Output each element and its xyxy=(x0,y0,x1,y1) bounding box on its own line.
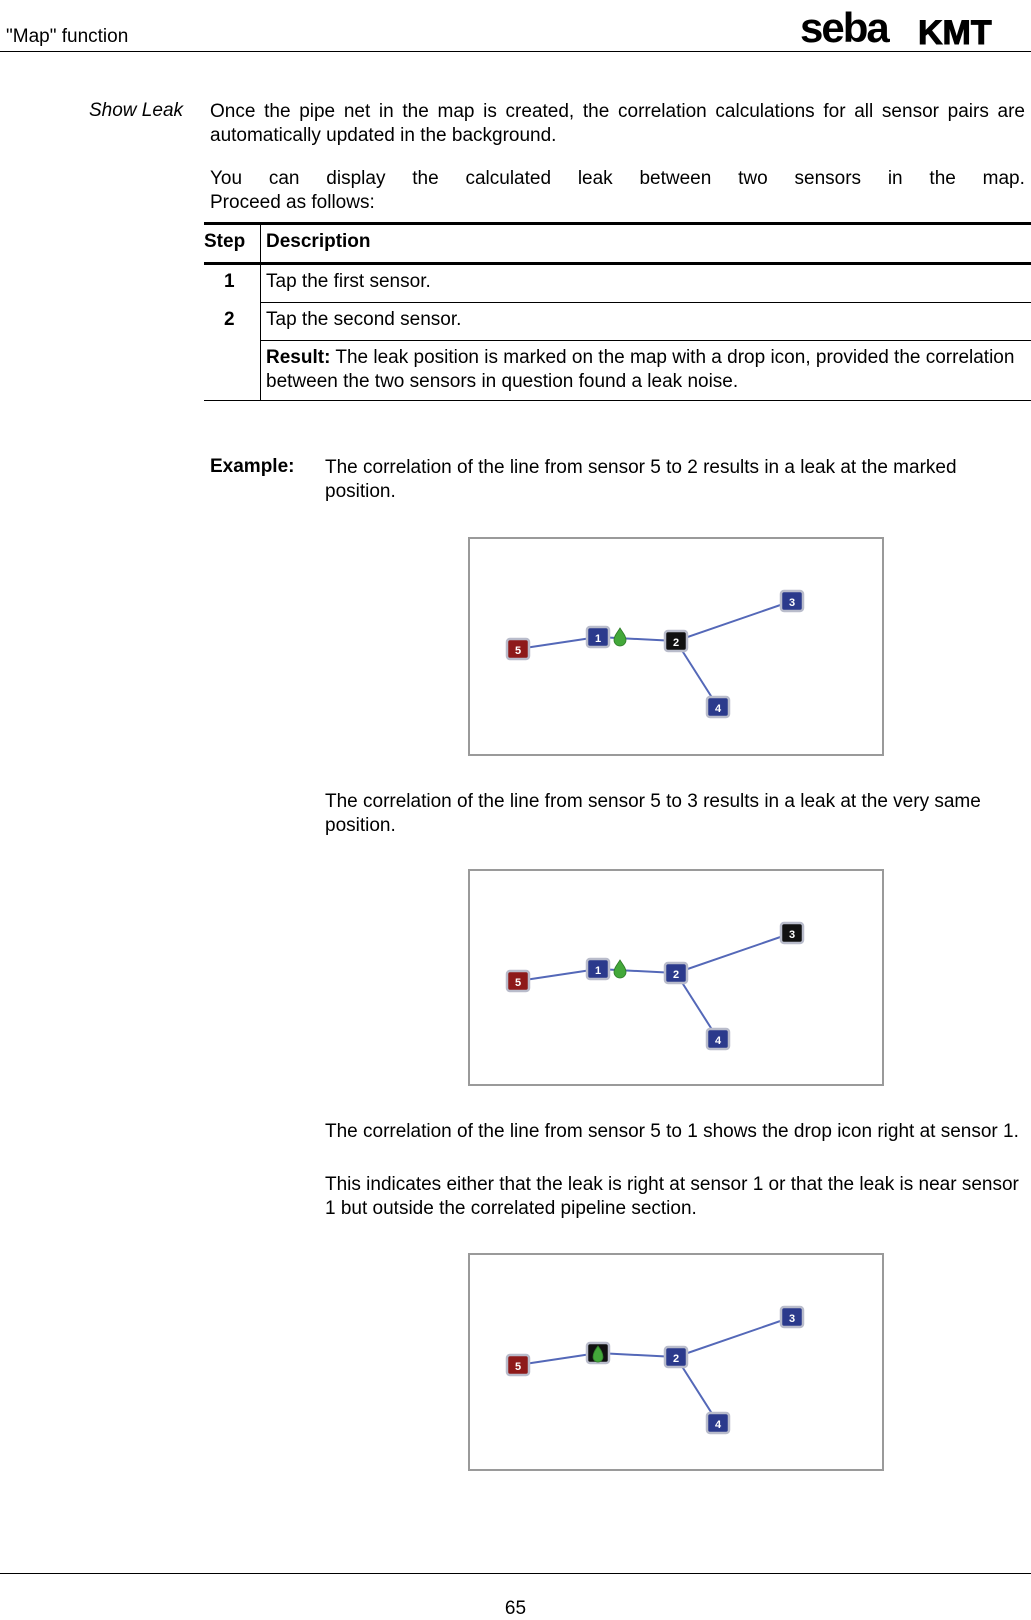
section-side-label: Show Leak xyxy=(89,100,184,121)
intro-paragraph: Once the pipe net in the map is created, the correlation calculations for all sensor pairs are automatically updated in the background. xyxy=(210,101,1025,146)
sensor-node[interactable] xyxy=(507,971,529,991)
map-canvas xyxy=(470,871,882,1084)
map-canvas xyxy=(470,1255,882,1469)
table-header-description: Description xyxy=(266,231,371,252)
page-number: 65 xyxy=(504,1598,527,1619)
sensor-node-selected[interactable] xyxy=(665,631,687,651)
intro-paragraph-2 xyxy=(210,167,1025,215)
svg-text:seba: seba xyxy=(800,8,888,50)
leak-drop-icon xyxy=(614,628,626,646)
table-column-divider xyxy=(260,222,261,400)
map-figure-1 xyxy=(468,537,884,756)
table-row-description: Tap the first sensor. xyxy=(266,271,431,292)
table-row-rule xyxy=(260,302,1031,303)
svg-text:5: 5 xyxy=(514,977,522,989)
table-row-rule xyxy=(260,340,1031,341)
steps-table xyxy=(204,222,1031,402)
sensor-node[interactable] xyxy=(587,959,609,979)
svg-text:2: 2 xyxy=(672,969,680,981)
example-text-3a: The correlation of the line from sensor 5 to 1 shows the drop icon right at sensor 1. xyxy=(325,1121,1019,1142)
footer-rule xyxy=(0,1573,1031,1574)
table-row-step: 2 xyxy=(224,309,235,330)
map-canvas xyxy=(470,539,882,754)
leak-drop-icon xyxy=(614,960,626,978)
svg-text:3: 3 xyxy=(788,597,796,609)
table-result-cell xyxy=(266,346,1026,394)
result-label: Result: xyxy=(266,347,331,368)
example-label: Example: xyxy=(210,456,295,477)
svg-text:2: 2 xyxy=(672,1353,680,1365)
svg-text:4: 4 xyxy=(714,1035,722,1047)
svg-text:3: 3 xyxy=(788,929,796,941)
sensor-node[interactable] xyxy=(781,591,803,611)
svg-text:5: 5 xyxy=(514,1361,522,1373)
sensor-node[interactable] xyxy=(665,963,687,983)
svg-text:4: 4 xyxy=(714,1419,722,1431)
svg-text:1: 1 xyxy=(594,633,602,645)
pipe-line xyxy=(676,601,792,641)
sensor-node[interactable] xyxy=(781,1307,803,1327)
result-text: The leak position is marked on the map with a drop icon, provided the correlation between the two sensors in question found a leak noise. xyxy=(266,347,1015,392)
svg-text:1: 1 xyxy=(594,965,602,977)
table-bottom-rule xyxy=(204,400,1031,401)
example-text-2: The correlation of the line from sensor 5 to 3 results in a leak at the very same position. xyxy=(325,791,981,836)
running-header-title: "Map" function xyxy=(6,26,129,47)
header-rule xyxy=(0,51,1031,52)
sensor-node[interactable] xyxy=(507,1355,529,1375)
sensor-node-selected[interactable] xyxy=(781,923,803,943)
sensor-node[interactable] xyxy=(507,639,529,659)
sebakmt-logo xyxy=(800,8,1025,50)
svg-text:2: 2 xyxy=(672,637,680,649)
table-header-rule xyxy=(204,262,1031,265)
table-header-step: Step xyxy=(204,231,246,252)
svg-text:3: 3 xyxy=(788,1313,796,1325)
svg-text:4: 4 xyxy=(714,703,722,715)
map-figure-3 xyxy=(468,1253,884,1471)
pipe-line xyxy=(676,1317,792,1357)
sensor-node[interactable] xyxy=(707,1413,729,1433)
example-text-1: The correlation of the line from sensor 5 to 2 results in a leak at the marked position. xyxy=(325,457,957,502)
table-row-description: Tap the second sensor. xyxy=(266,309,462,330)
table-row-step: 1 xyxy=(224,271,235,292)
svg-text:5: 5 xyxy=(514,645,522,657)
example-text-3b: This indicates either that the leak is right at sensor 1 or that the leak is near sensor 1 but outside the correlated pipeline section. xyxy=(325,1174,1019,1219)
sensor-node[interactable] xyxy=(665,1347,687,1367)
sensor-node[interactable] xyxy=(707,1029,729,1049)
map-figure-2 xyxy=(468,869,884,1086)
sensor-node[interactable] xyxy=(707,697,729,717)
intro-line-justified: You can display the calculated leak between two sensors in the map. xyxy=(210,168,1025,189)
table-top-rule xyxy=(204,222,1031,225)
sensor-node[interactable] xyxy=(587,627,609,647)
pipe-line xyxy=(676,933,792,973)
intro-line-2: Proceed as follows: xyxy=(210,192,375,213)
svg-text:KMT: KMT xyxy=(918,14,992,50)
